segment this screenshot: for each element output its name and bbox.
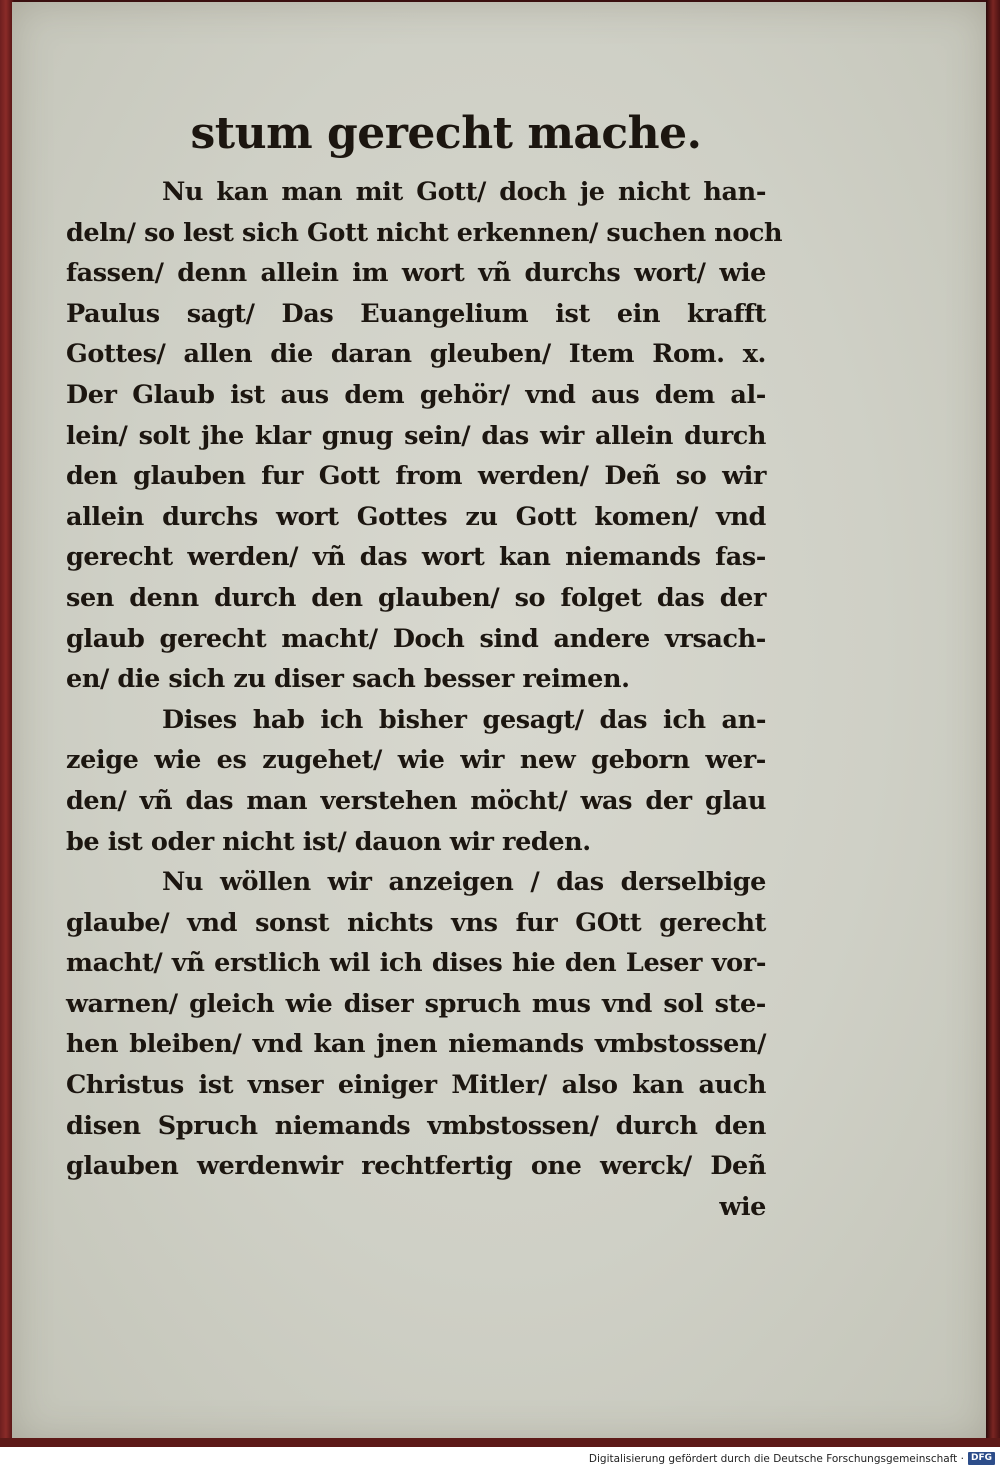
text-line: Gottes/ allen die daran gleuben/ Item Rom. x.: [66, 339, 766, 370]
page-right-edge: [986, 0, 1000, 1447]
text-line: glauben werdenwir rechtfertig one werck/ Deñ: [66, 1151, 766, 1182]
text-line: allein durchs wort Gottes zu Gott komen/ vnd: [66, 501, 766, 532]
catchword: wie: [719, 1191, 766, 1222]
text-line: Dises hab ich bisher gesagt/ das ich an-: [162, 704, 766, 735]
credit-text: Digitalisierung gefördert durch die Deutsche Forschungsgemeinschaft ·: [588, 1452, 964, 1465]
text-line: Paulus sagt/ Das Euangelium ist ein krafft: [66, 298, 766, 329]
text-line: disen Spruch niemands vmbstossen/ durch den: [66, 1110, 766, 1141]
text-line: en/ die sich zu diser sach besser reimen.: [66, 664, 630, 695]
text-line: be ist oder nicht ist/ dauon wir reden.: [66, 826, 591, 857]
text-line: deln/ so lest sich Gott nicht erkennen/ suchen noch: [66, 217, 783, 248]
text-line: hen bleiben/ vnd kan jnen niemands vmbstossen/: [66, 1029, 766, 1060]
text-line: macht/ vñ erstlich wil ich dises hie den Leser vor-: [66, 948, 766, 979]
dfg-logo-icon: DFG: [968, 1452, 995, 1465]
text-line: fassen/ denn allein im wort vñ durchs wort/ wie: [66, 258, 766, 289]
text-line: Nu kan man mit Gott/ doch je nicht han-: [162, 177, 766, 207]
running-headline: stum gerecht mache.: [190, 108, 702, 159]
text-line: Christus ist vnser einiger Mitler/ also kan auch: [66, 1070, 766, 1101]
text-line: sen denn durch den glauben/ so folget das der: [66, 582, 766, 613]
text-line: lein/ solt jhe klar gnug sein/ das wir allein durch: [66, 420, 766, 451]
text-line: Der Glaub ist aus dem gehör/ vnd aus dem al-: [66, 379, 766, 410]
text-line: zeige wie es zugehet/ wie wir new geborn wer-: [66, 745, 766, 776]
page-text: [66, 104, 783, 1227]
text-line: den glauben fur Gott from werden/ Deñ so wir: [66, 461, 766, 492]
text-line: Nu wöllen wir anzeigen / das derselbige: [162, 867, 766, 898]
digitization-credit: [588, 1451, 995, 1466]
text-line: den/ vñ das man verstehen möcht/ was der glau: [66, 785, 766, 816]
text-line: warnen/ gleich wie diser spruch mus vnd sol ste-: [66, 988, 766, 1019]
text-line: glaube/ vnd sonst nichts vns fur GOtt gerecht: [66, 907, 766, 938]
page-bottom-edge: [0, 1438, 1000, 1447]
text-line: gerecht werden/ vñ das wort kan niemands fas-: [66, 542, 766, 573]
text-line: glaub gerecht macht/ Doch sind andere vrsach-: [66, 623, 766, 654]
